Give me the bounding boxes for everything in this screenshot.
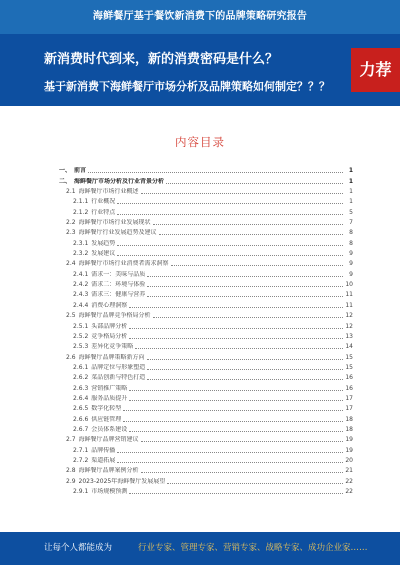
toc-leader-dots — [117, 462, 343, 463]
toc-entry-title: 前言 — [74, 167, 87, 175]
toc-entry-title: 服务品质提升 — [91, 394, 128, 402]
toc-entry-page: 1 — [348, 177, 353, 185]
toc-entry[interactable] — [57, 268, 353, 278]
toc-entry-page: 18 — [345, 425, 353, 433]
toc-entry[interactable] — [57, 331, 353, 341]
toc-entry-number: 2.5.2 — [73, 332, 89, 340]
toc-entry[interactable] — [57, 351, 353, 361]
toc-leader-dots — [117, 452, 343, 453]
toc-entry-page: 1 — [349, 198, 353, 206]
toc-entry-number: 2.1.1 — [73, 198, 89, 206]
toc-entry-number: 2.3.2 — [73, 250, 89, 258]
toc-entry-page: 22 — [345, 488, 353, 495]
toc-entry[interactable] — [57, 299, 353, 309]
toc-leader-dots — [147, 369, 343, 370]
toc-leader-dots — [147, 359, 343, 360]
toc-entry-number: 2.6.6 — [73, 415, 89, 423]
toc-entry[interactable] — [57, 258, 353, 268]
toc-entry-page: 12 — [345, 322, 353, 330]
toc-leader-dots — [153, 224, 343, 225]
toc-entry[interactable] — [57, 465, 353, 475]
toc-entry[interactable] — [57, 434, 353, 444]
toc-entry-page: 16 — [345, 384, 353, 392]
toc-entry-page: 11 — [345, 291, 353, 299]
toc-leader-dots — [159, 234, 343, 235]
hero-subtitle: 基于新消费下海鲜餐厅市场分析及品牌策略如何制定？？？ — [44, 80, 330, 93]
toc-entry-page: 15 — [345, 363, 353, 371]
toc-entry-title: 2023-2025年海鲜餐厅发展展望 — [78, 477, 166, 485]
toc-entry[interactable] — [57, 393, 353, 403]
toc-entry[interactable] — [57, 320, 353, 330]
toc-leader-dots — [88, 172, 343, 173]
toc-leader-dots — [171, 265, 343, 266]
toc-entry[interactable] — [57, 279, 353, 289]
toc-entry[interactable] — [57, 217, 353, 227]
toc-leader-dots — [117, 214, 343, 215]
toc-entry-title: 数字化转型 — [91, 405, 122, 413]
toc-leader-dots — [117, 245, 343, 246]
toc-entry-title: 需求二：环境与体验 — [91, 281, 146, 289]
toc-entry-title: 海鲜餐厅市场行业消费者需求洞察 — [78, 260, 169, 268]
toc-leader-dots — [117, 203, 343, 204]
toc-entry-title: 海鲜餐厅品牌策略新方向 — [78, 353, 145, 361]
hero-banner — [0, 34, 400, 106]
toc-entry[interactable] — [57, 237, 353, 247]
toc-entry-number: 2.4.3 — [73, 291, 89, 299]
toc-entry-page: 16 — [345, 374, 353, 382]
toc-entry-page: 9 — [349, 250, 353, 258]
toc-leader-dots — [166, 183, 343, 184]
toc-leader-dots — [141, 193, 343, 194]
toc-entry-title: 海鲜餐厅行业发展趋势及建议 — [78, 229, 157, 237]
toc-entry-number: 2.7.2 — [73, 456, 89, 464]
hero-title: 新消费时代到来，新的消费密码是什么？ — [44, 52, 279, 67]
toc-leader-dots — [141, 472, 343, 473]
toc-leader-dots — [129, 400, 343, 401]
toc-leader-dots — [167, 483, 343, 484]
toc-entry[interactable] — [57, 455, 353, 465]
toc-entry-number: 2.6.5 — [73, 405, 89, 413]
toc-entry-title: 发展建议 — [91, 250, 116, 258]
toc-entry-page: 9 — [349, 260, 353, 268]
toc-entry[interactable] — [57, 444, 353, 454]
toc-entry[interactable] — [57, 424, 353, 434]
toc-entry[interactable] — [57, 165, 353, 175]
toc-entry-number: 一、 — [59, 167, 72, 175]
toc-leader-dots — [129, 307, 343, 308]
toc-entry[interactable] — [57, 196, 353, 206]
toc-entry[interactable] — [57, 403, 353, 413]
toc-entry-page: 8 — [349, 229, 353, 237]
toc-entry-number: 2.1 — [66, 188, 76, 196]
toc-entry-number: 2.7.1 — [73, 446, 89, 454]
toc-entry-number: 2.6.4 — [73, 394, 89, 402]
toc-entry-title: 海鲜餐厅品牌竞争格局分析 — [78, 312, 151, 320]
toc-title: 内容目录 — [175, 135, 225, 149]
toc-entry-number: 2.3.1 — [73, 239, 89, 247]
toc-leader-dots — [147, 379, 343, 380]
toc-entry-number: 2.3 — [66, 229, 76, 237]
toc-entry-title: 消费心理洞察 — [91, 301, 128, 309]
toc-leader-dots — [141, 441, 343, 442]
toc-entry-number: 2.6.7 — [73, 425, 89, 433]
toc-entry-title: 市场规模预测 — [91, 488, 128, 495]
toc-entry-title: 供应链管理 — [91, 415, 122, 423]
toc-entry-page: 15 — [345, 353, 353, 361]
toc-entry-page: 17 — [345, 405, 353, 413]
toc-entry[interactable] — [57, 372, 353, 382]
toc-leader-dots — [123, 410, 343, 411]
toc-leader-dots — [117, 255, 343, 256]
toc-entry-title: 需求三：健康与营养 — [91, 291, 146, 299]
toc-entry-title: 海鲜餐厅市场分析及行业背景分析 — [74, 177, 165, 185]
toc-entry[interactable] — [57, 341, 353, 351]
toc-leader-dots — [123, 421, 343, 422]
toc-entry-title: 海鲜餐厅品牌案例分析 — [78, 467, 139, 475]
toc-entry[interactable] — [57, 227, 353, 237]
toc-entry-number: 2.4.2 — [73, 281, 89, 289]
footer-slogan: 让每个人都能成为 — [44, 543, 113, 553]
footer-tagline: 行业专家、管理专家、营销专家、战略专家、成功企业家…… — [138, 543, 368, 553]
toc-leader-dots — [147, 286, 343, 287]
report-header-bar: 海鲜餐厅基于餐饮新消费下的品牌策略研究报告 — [0, 0, 400, 34]
toc-entry-number: 2.9.1 — [73, 488, 89, 495]
toc-entry-title: 海鲜餐厅市场行业发展现状 — [78, 219, 151, 227]
toc-entry-number: 2.2 — [66, 219, 76, 227]
toc-leader-dots — [135, 348, 343, 349]
toc-entry-number: 2.8 — [66, 467, 76, 475]
toc-entry-page: 17 — [345, 394, 353, 402]
toc-entry-title: 头部品牌分析 — [91, 322, 128, 330]
toc-entry[interactable] — [57, 310, 353, 320]
toc-entry-title: 行业概况 — [91, 198, 116, 206]
toc-entry-number: 2.4 — [66, 260, 76, 268]
toc-entry-number: 2.9 — [66, 477, 76, 485]
toc-entry-number: 2.6 — [66, 353, 76, 361]
toc-entry[interactable] — [57, 486, 353, 496]
footer-bar — [0, 532, 400, 565]
toc-entry-page: 11 — [345, 301, 353, 309]
toc-entry-title: 竞争格局分析 — [91, 332, 128, 340]
toc-entry[interactable] — [57, 382, 353, 392]
table-of-contents — [57, 165, 353, 496]
toc-leader-dots — [129, 390, 343, 391]
toc-leader-dots — [147, 296, 343, 297]
toc-entry-number: 2.4.4 — [73, 301, 89, 309]
toc-entry-number: 2.5.3 — [73, 343, 89, 351]
toc-entry-page: 21 — [345, 467, 353, 475]
toc-entry-title: 会员体系建设 — [91, 425, 128, 433]
toc-entry[interactable] — [57, 248, 353, 258]
toc-entry-page: 13 — [345, 332, 353, 340]
toc-entry[interactable] — [57, 206, 353, 216]
toc-leader-dots — [129, 328, 343, 329]
toc-entry[interactable] — [57, 186, 353, 196]
toc-entry-page: 8 — [349, 239, 353, 247]
toc-entry-title: 渠道拓展 — [91, 456, 116, 464]
toc-entry-title: 品牌传播 — [91, 446, 116, 454]
toc-entry-title: 需求一：美味与品质 — [91, 270, 146, 278]
toc-entry-number: 2.6.3 — [73, 384, 89, 392]
toc-entry-title: 菜品创新与特色打造 — [91, 374, 146, 382]
toc-entry-page: 19 — [345, 446, 353, 454]
toc-entry-page: 5 — [349, 208, 353, 216]
toc-entry-page: 12 — [345, 312, 353, 320]
toc-entry-page: 10 — [345, 281, 353, 289]
toc-entry-title: 海鲜餐厅市场行业概述 — [78, 188, 139, 196]
toc-leader-dots — [129, 493, 343, 494]
toc-entry-title: 差异化竞争策略 — [91, 343, 134, 351]
toc-entry-title: 海鲜餐厅品牌营销建议 — [78, 436, 139, 444]
toc-entry-page: 1 — [349, 188, 353, 196]
toc-entry-title: 发展趋势 — [91, 239, 116, 247]
brand-logo: 力荐 — [351, 48, 400, 92]
toc-entry-title: 行业特点 — [91, 208, 116, 216]
toc-entry-page: 22 — [345, 477, 353, 485]
toc-entry-number: 二、 — [59, 177, 72, 185]
toc-entry[interactable] — [57, 175, 353, 185]
toc-entry-title: 品牌定位与形象塑造 — [91, 363, 146, 371]
toc-leader-dots — [147, 276, 343, 277]
toc-entry-number: 2.4.1 — [73, 270, 89, 278]
toc-entry-page: 7 — [349, 219, 353, 227]
toc-entry-page: 9 — [349, 270, 353, 278]
toc-entry-number: 2.5 — [66, 312, 76, 320]
toc-leader-dots — [129, 338, 343, 339]
toc-entry-page: 1 — [348, 167, 353, 175]
toc-leader-dots — [153, 317, 343, 318]
toc-entry-page: 18 — [345, 415, 353, 423]
toc-entry-title: 营销推广策略 — [91, 384, 128, 392]
toc-entry-page: 20 — [345, 456, 353, 464]
toc-leader-dots — [129, 431, 343, 432]
toc-entry-number: 2.6.2 — [73, 374, 89, 382]
toc-entry-page: 19 — [345, 436, 353, 444]
toc-entry-page: 14 — [345, 343, 353, 351]
toc-entry-number: 2.7 — [66, 436, 76, 444]
toc-entry[interactable] — [57, 475, 353, 485]
toc-entry-number: 2.6.1 — [73, 363, 89, 371]
toc-entry[interactable] — [57, 289, 353, 299]
toc-entry-number: 2.5.1 — [73, 322, 89, 330]
toc-entry-number: 2.1.2 — [73, 208, 89, 216]
toc-entry[interactable] — [57, 413, 353, 423]
toc-entry[interactable] — [57, 362, 353, 372]
